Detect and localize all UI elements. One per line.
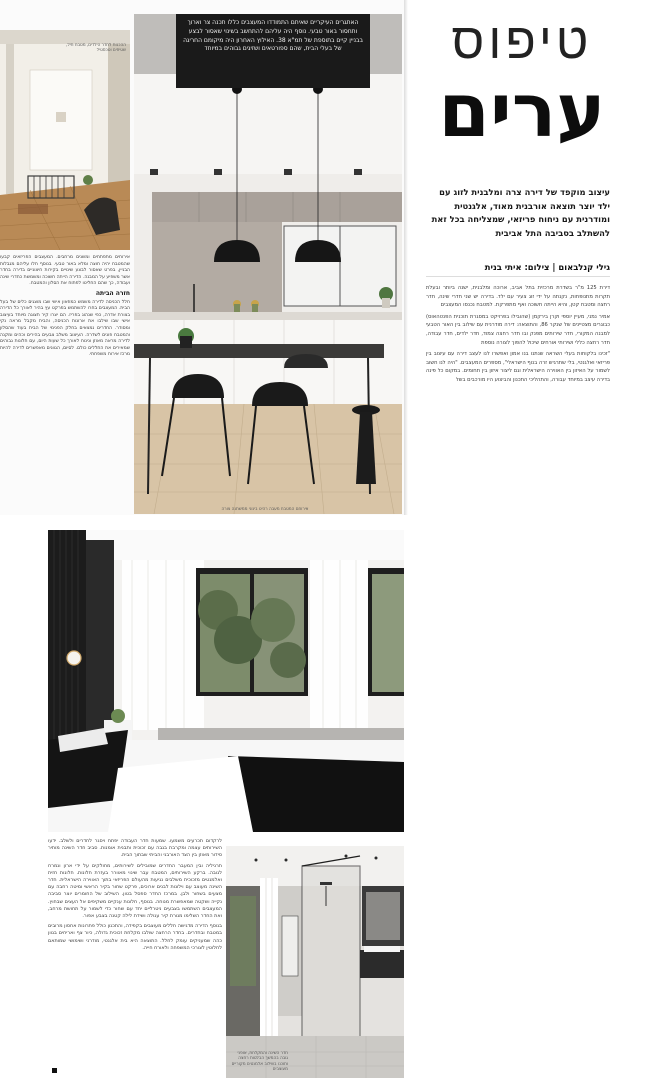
photo-kitchen [134,14,402,514]
caption-nursery: ההכנות לחדר הילדים, מטבח תיל, שטיחים וטכסטיל [66,42,126,53]
article-bottom-para1: לרקדום תכרעים משמעו. שמעות חדר העבודה יפתח ויסגר לחדרים ולשלב. ידעו השירותים עצמה ומקרבת בגבה עם זכוכית ותבנית אומנות. סביב חדר השינה מותיר סידור מאוזן בין הצד האורבני והביתי שבתוך הבית. [48,838,222,859]
article-right-para1: דירת 125 מ"ר בשדרת מרכזית בתל אביב, ארוכה ומלבנית, ישנה ביותר ובעלת תקרות מתנופחות, נקנתה על ידי זוג צעיר עם ילד. בדירה יש שני חדרי שינה, חדר רחצה ומטבח קטן, והיא הייתה חשוכה ואף מתפרקת. למטבח נכנסו המעצבים [426,285,610,309]
photo-bathroom [226,846,404,1078]
author-credits: גילי קנלבאום | צילום: איתי בנית [426,262,610,277]
article-column-right [426,284,610,512]
headline-line1: טיפוס [451,12,593,70]
article-right-para3: "זכינו בלקוחות בעלי השראה שנתנו בנו אמון ואפשרו לנו לעצב דירה עם עיצוב בין פריזאי ואלגנטי, בלי שתרגיש זרה בנוף הישראלי", מספרים המעצבים. "היה לנו חשוב לשמור על האיזון בין האווירה הישראלית וגם ליצור איזון בין תחומים. במקום כל פינה בדירה עיצב במיוחד עבורה, והתהליכי התכנון והביצוע היו מורכבים בשל [426,351,610,383]
page-gutter [404,0,408,515]
photo-bedroom [48,530,404,832]
article-left-para2: חלל הכניסה לדירה משמש כמוזאון אישי שבו מוצגים כלים של בעל הבית. המעצבים בחרו להשתמש בפרקט עץ בהיר לאורך כל הדירה בצורת אדרה, כפי שנהוג בפריז. הם יצרו קיר תצוגה מיוחד בעיצוב אישי שבו שילבו את ארונות הכניסה, והבית מקבל מראה נקי ומסודר. החדרים נמצאים בחלק הפנימי של הבית בעוד שהסלון והמטבח פונים לשדרה. העיצוב משלב צבעים בהירים וכהים ומקנה לדירה מראה מאוזן ונינוח לאורך כל שעות היום, עם חלונות גבוהים שמאירים את החללים כולם. לסיום, הגוונים מאפשרים לדירה להיות מרכז אירוח משפחתי. [0,299,130,358]
article-bottom-para3: בנוסף הדירה מדגישה חללים מעוצבים בקפידה, והתכנון כולל פתרונות אחסון מרובים במטבח ובחדרים. בחדר הרחצה שולבו מקלחת זכוכית גדולה, כיור צף ואריחים בגוון כהה שמעניקים עומק לחלל. התוצאה היא בית אלגנטי, מודרני ושימושי שמותאם לחלוטין לצורכי המשפחה ולאורח חייה. [48,923,222,951]
section-heading: חזרה הביתה [95,289,130,297]
article-left-para1: אירוחים מתפתחים ומשנים מרחבים. המעצבים הפריזאים קבעו שהמטבח יהיה חוצה ומלא באור טבעי. בנוסף חלו עליהם מגבלות הבניין, בפרט שאסור לבצע שינויים בקירות חיצוניים בדירה בחדר אשר משפיע על המבנה. הדירה הייתה חשוכה ומשמשת כחדרי שינה ועבודה, כך שהם החליטו לפתוח את הסלון והמטבח. [0,255,130,287]
article-right-para2: אמיר נמני, מעיין יוספי וקרן בירקמן (שהובילו בפרויקט במסגרת תוכנית הפנטהאוס) כבוגרים מצטיינים של שנקר 86, והתוצאה: דירה מודרנית עם שילוב בין האור הטבעי למבנה המקורי, חדר שירותים מפנק ובו חדר רחצה צמוד, חדר ילדים, חדר עבודה, חדר רחצה כללי ושירותי אורחים שיכול להפוך לצורה נוספת [426,313,610,346]
article-column-left [0,255,130,513]
caption-kitchen: אירוחם המטבח מעבה רהיט בינוני ממשתנה צורה [221,506,309,511]
pull-quote-box: האתגרים העיקריים שאיתם התמודדו המעצבים כללו תכנה צר וארוך ותחסור באור טבעי. נוסף היה עליהם להתחשב בשינוי שאסור לבצע בבניין קיים בתוספת של תמ"א 38. האילוץ האחרון היה מיקומם החריגה של בעלי הבית, שהם ספורטאים ושזיגים גבוהים במיוחד [176,14,370,88]
article-column-bottom [48,838,222,1078]
lede-text: עיצוב מוקפד של דירה צרה ומלבנית לזוג עם ילד יוצר תוצאה אורבנית מאוד, אלגנטית ומודרנית עם ניחוח פריזאי, שמצליחה בכל זאת להשתלב בסביבה התל אביבית [431,187,610,238]
photo-nursery [0,30,130,250]
article-bottom-para2: תרגיליה ובין המעבר החדרים שמובילים לשירותים, מחולקים על ידי ארון ונמרח לגובה. ברקע השירותים, המטבח עבר שינוי מאוורר בעזרת חלונות. חלונות חזית ואלמנטים מזכוכית משלבים נגיעות מהעולם הפריזאי בתוך האווירה הישראלית. חדר השינה מעוצב עם וילונות לבנים ארוכים, פרקט שחור בקיר הראשי ומיטה רחבה עם מצעים בשחור ולבן. במרכז החדר ספסל בטון. השילוב של החומרים יוצר סביבה נקייה ושקטה שמאפשרת מנוחה. בנוסף, חלונות ענקיים משקיפים אל העצים שבחוץ. המעצבים השתמשו בצבעים ניטרליים יחד עם שחור כדי לשמור על תחושת מרחב, ואת החדר השלימו מנורת קיר עגולה ושידת לילה קטנה בצבע אפור. [48,862,222,920]
headline-line2: ערים [438,68,606,154]
caption-bathroom: חדר השינה והמקלחת, אופני גובה בהמשך הבלטות רחצה ותוכנו בשילוב אלמנטים מקוריים מעוצבים [231,1050,288,1072]
end-mark-icon [52,1068,57,1073]
headline [432,10,612,154]
